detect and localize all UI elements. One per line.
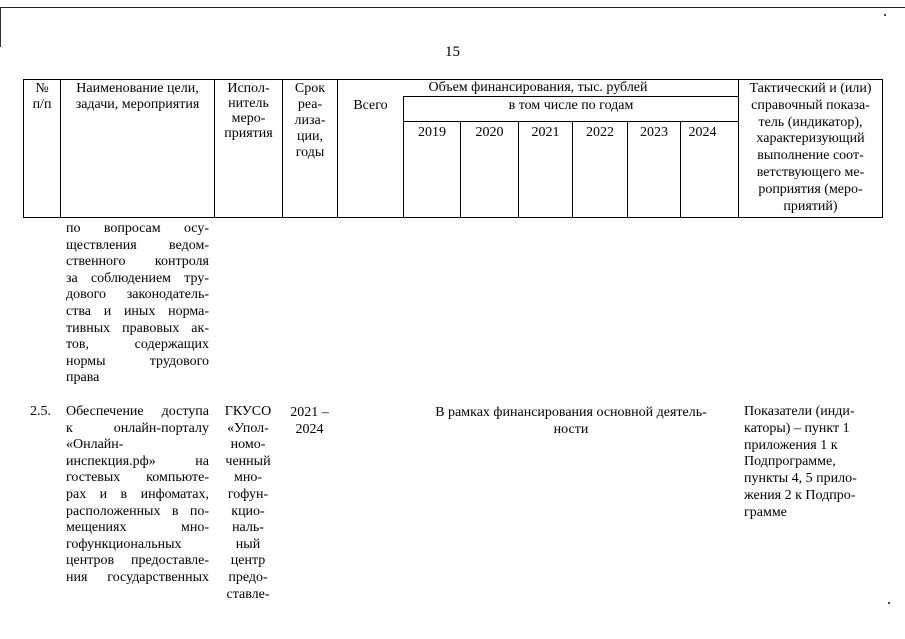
year-2021: 2021: [531, 125, 560, 140]
row-indicator: Показатели (инди- каторы) – пункт 1 приложения 1 к Подпрограмме, пункты 4, 5 прило- жения 2 к Подпро- грамме: [744, 404, 857, 520]
row-term: 2021 – 2024: [290, 405, 329, 437]
header-num: № п/п: [32, 81, 52, 112]
scan-border-left: [0, 7, 1, 47]
continuation-text: по вопросам осу- ществления ведом- ственного контроля за соблюдением тру- дового законодатель- ства и иных норма- тивных правовых ак- тов, содержащих нормы трудового права: [66, 221, 209, 386]
header-total: Всего: [353, 98, 388, 113]
header-financing: Объем финансирования, тыс. рублей: [428, 80, 648, 95]
scan-border-top: [0, 7, 905, 8]
year-2023: 2023: [640, 125, 668, 140]
row-financing: В рамках финансирования основной деятель- ности: [435, 405, 707, 437]
row-executor: ГКУСО «Упол- номо- ченный мно- гофун- кцио- наль- ный центр предо- ставле-: [224, 404, 272, 599]
row-name: Обеспечение доступа к онлайн-порталу «Онлайн- инспекция.рф» на гостевых компьюте- рах и в инфоматах, расположенных в по- мещениях мно- гофункциональных центров предоставле- ния государственных: [66, 404, 209, 585]
year-2024: 2024: [688, 125, 717, 140]
header-indicator: Тактический и (или) справочный показа- тель (индикатор), характеризующий выполнение соот- ветствующего ме- роприятия (меро- приятий): [749, 81, 872, 214]
header-term: Срок реа- лиза- ции, годы: [294, 81, 326, 160]
row-number: 2.5.: [30, 404, 51, 419]
scan-speck: [888, 602, 890, 604]
header-executor: Испол- нитель меро- приятия: [224, 81, 273, 141]
page-number: 15: [445, 44, 460, 60]
year-2019: 2019: [418, 125, 446, 140]
year-2020: 2020: [475, 125, 504, 140]
header-by-years: в том числе по годам: [508, 98, 634, 113]
year-2022: 2022: [586, 125, 614, 140]
header-name: Наименование цели, задачи, мероприятия: [75, 81, 200, 112]
scan-speck: [884, 14, 886, 16]
